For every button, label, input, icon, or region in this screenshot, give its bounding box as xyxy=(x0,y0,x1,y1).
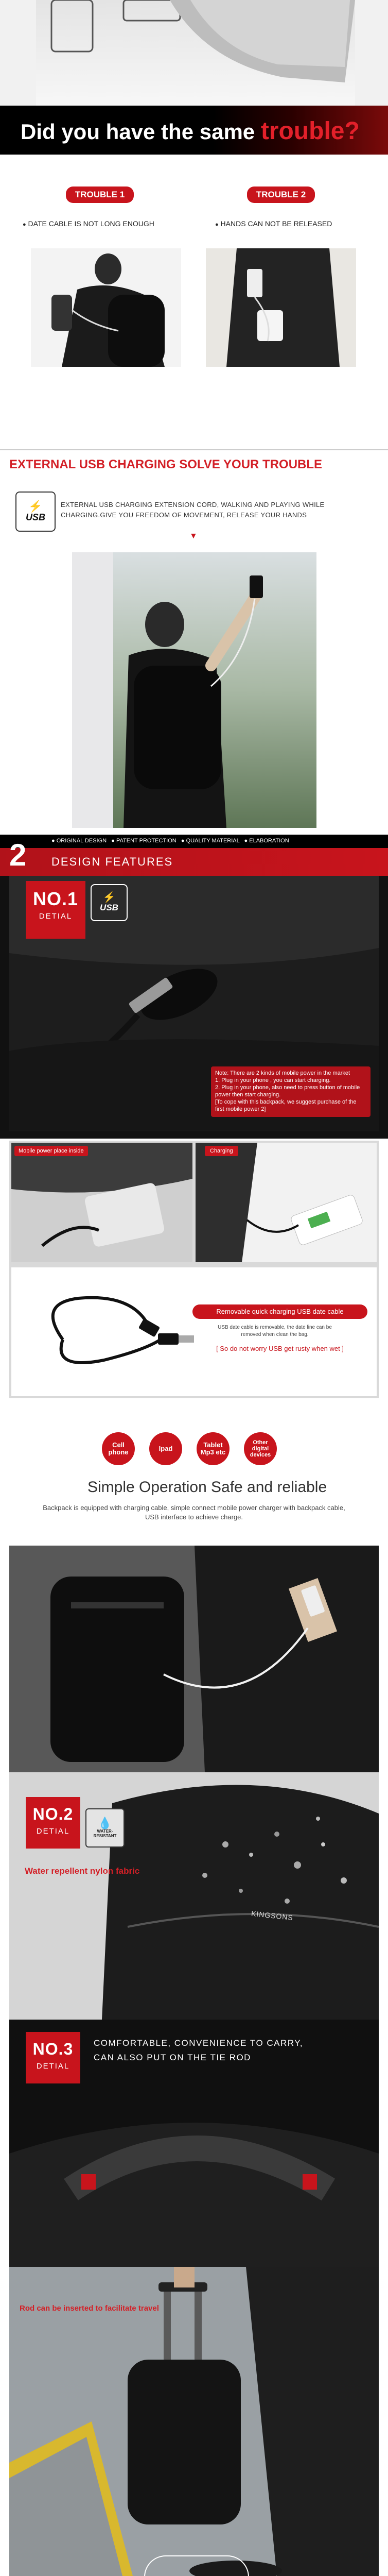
no3-line-2: CAN ALSO PUT ON THE TIE ROD xyxy=(94,2053,251,2062)
trouble-1-desc: DATE CABLE IS NOT LONG ENOUGH xyxy=(28,219,154,228)
charging-drawing xyxy=(196,1143,377,1262)
usb-charging-icon xyxy=(15,492,56,532)
down-arrow-icon: ▼ xyxy=(189,532,198,540)
trolley-photo xyxy=(9,2267,379,2576)
usb-cable-panel xyxy=(11,1267,377,1396)
features-nav xyxy=(51,838,289,844)
power-bank-drawing xyxy=(11,1143,192,1262)
features-title: DESIGN FEATURES xyxy=(51,855,173,868)
external-usb-desc: EXTERNAL USB CHARGING EXTENSION CORD, WALKING AND PLAYING WHILE CHARGING.GIVE YOU FREEDOM OF MOVEMENT, RELEASE YOUR HANDS xyxy=(61,501,325,519)
no3-badge xyxy=(26,2032,80,2083)
no3-detail-section xyxy=(0,2020,388,2267)
no1-note: Note: There are 2 kinds of mobile power in the market 1. Plug in your phone , you can start charging. 2. Plug in your phone, also need to press button of mobile power then start charging. [To cope with this backpack, we suggest purchase of the first mobile power 2] xyxy=(211,1066,371,1117)
mobile-power-inside-photo xyxy=(11,1143,192,1262)
lightning-icon: ⚡ xyxy=(102,892,116,903)
lightning-icon: ⚡ xyxy=(28,499,43,513)
no2-number: NO.2 xyxy=(32,1805,74,1823)
man-taking-selfie-with-backpack xyxy=(72,552,316,828)
charging-label: Charging xyxy=(205,1146,238,1156)
trouble-1-photo xyxy=(31,248,181,367)
trouble-2-photo xyxy=(206,248,356,367)
no1-badge xyxy=(26,881,85,939)
design-features-header xyxy=(0,835,388,876)
man-holding-phone-and-power xyxy=(206,248,356,367)
devices-section xyxy=(0,1401,388,1546)
removable-cable-label: Removable quick charging USB date cable xyxy=(192,1304,367,1319)
power-charging-section xyxy=(0,1139,388,1401)
no1-detail-section xyxy=(0,876,388,1139)
trouble-1-label: TROUBLE 1 xyxy=(66,187,134,203)
trouble-heading xyxy=(21,117,360,145)
rod-text: Rod can be inserted to facilitate travel xyxy=(20,2304,159,2313)
mobile-power-label: Mobile power place inside xyxy=(14,1146,88,1156)
device-other: Other digital devices xyxy=(244,1432,277,1465)
charging-man-photo xyxy=(9,1546,379,1772)
trouble-2-label: TROUBLE 2 xyxy=(247,187,315,203)
safe-reliable: Safe and reliable xyxy=(211,1479,327,1496)
charging-man-drawing xyxy=(9,1546,379,1772)
features-number: 2 xyxy=(9,838,27,872)
trolley-drawing xyxy=(9,2267,379,2576)
water-resistant-label: WATER-RESISTANT xyxy=(93,1829,117,1838)
removable-cable-desc: USB date cable is removable, the date line can be removed when clean the bag. xyxy=(218,1325,332,1337)
rust-note: [ So do not worry USB get rusty when wet ] xyxy=(216,1345,344,1352)
external-usb-photo xyxy=(72,552,316,828)
no1-usb-icon xyxy=(91,884,128,921)
nav-elaboration: ELABORATION xyxy=(249,838,289,844)
bottom-outline-circle xyxy=(144,2555,249,2576)
droplets-icon: 💧 xyxy=(98,1817,112,1829)
man-with-short-cable xyxy=(31,248,181,367)
nav-bullet-icon: ● xyxy=(111,838,115,844)
device-ipad: Ipad xyxy=(149,1432,182,1465)
trouble-1-text xyxy=(23,219,154,228)
no3-line-1: COMFORTABLE, CONVENIENCE TO CARRY, xyxy=(94,2038,304,2048)
backpack-top-photo xyxy=(36,0,355,106)
usb-icon-label: USB xyxy=(25,512,45,522)
charging-photo xyxy=(196,1143,377,1262)
no3-detial: DETIAL xyxy=(36,2062,70,2071)
no3-number: NO.3 xyxy=(32,2040,74,2058)
water-resistant-icon xyxy=(85,1808,125,1848)
trouble-heading-white: Did you have the same xyxy=(21,120,255,144)
devices-desc: Backpack is equipped with charging cable, simple connect mobile power charger with backpack cable, USB interface to achieve charge. xyxy=(43,1504,345,1521)
charging-man-section xyxy=(0,1546,388,1772)
external-usb-title: EXTERNAL USB CHARGING SOLVE YOUR TROUBLE xyxy=(9,457,323,471)
no2-detial: DETIAL xyxy=(36,1827,70,1836)
nav-bullet-icon: ● xyxy=(244,838,248,844)
no2-detail-section xyxy=(0,1772,388,2020)
device-tablet: Tablet Mp3 etc xyxy=(197,1432,230,1465)
nav-original-design: ORIGINAL DESIGN xyxy=(56,838,107,844)
bullet-icon: ● xyxy=(215,222,219,228)
water-repellent-text: Water repellent nylon fabric xyxy=(25,1866,140,1876)
top-product-strip xyxy=(0,0,388,106)
no1-detial: DETIAL xyxy=(39,912,73,921)
no1-number: NO.1 xyxy=(32,888,79,909)
usb-icon-label: USB xyxy=(100,903,118,912)
bullet-icon: ● xyxy=(23,222,26,228)
backpack-top-drawing xyxy=(36,0,355,106)
trouble-banner xyxy=(0,106,388,155)
nav-patent-protection: PATENT PROTECTION xyxy=(116,838,177,844)
trouble-section xyxy=(0,155,388,443)
usb-cable-icon xyxy=(32,1288,202,1381)
nav-bullet-icon: ● xyxy=(181,838,185,844)
device-cell-phone: Cell phone xyxy=(102,1432,135,1465)
trouble-heading-red: trouble? xyxy=(260,117,360,145)
trouble-2-text xyxy=(215,219,332,228)
external-usb-section xyxy=(0,443,388,835)
no2-badge xyxy=(26,1797,80,1849)
nav-bullet-icon: ● xyxy=(51,838,55,844)
trolley-section xyxy=(0,2267,388,2576)
nav-quality-material: QUALITY MATERIAL xyxy=(186,838,240,844)
kingsons-brand: KINGSONS xyxy=(251,1909,294,1922)
trouble-2-desc: HANDS CAN NOT BE RELEASED xyxy=(220,219,332,228)
simple-operation: Simple Operation xyxy=(87,1479,207,1496)
